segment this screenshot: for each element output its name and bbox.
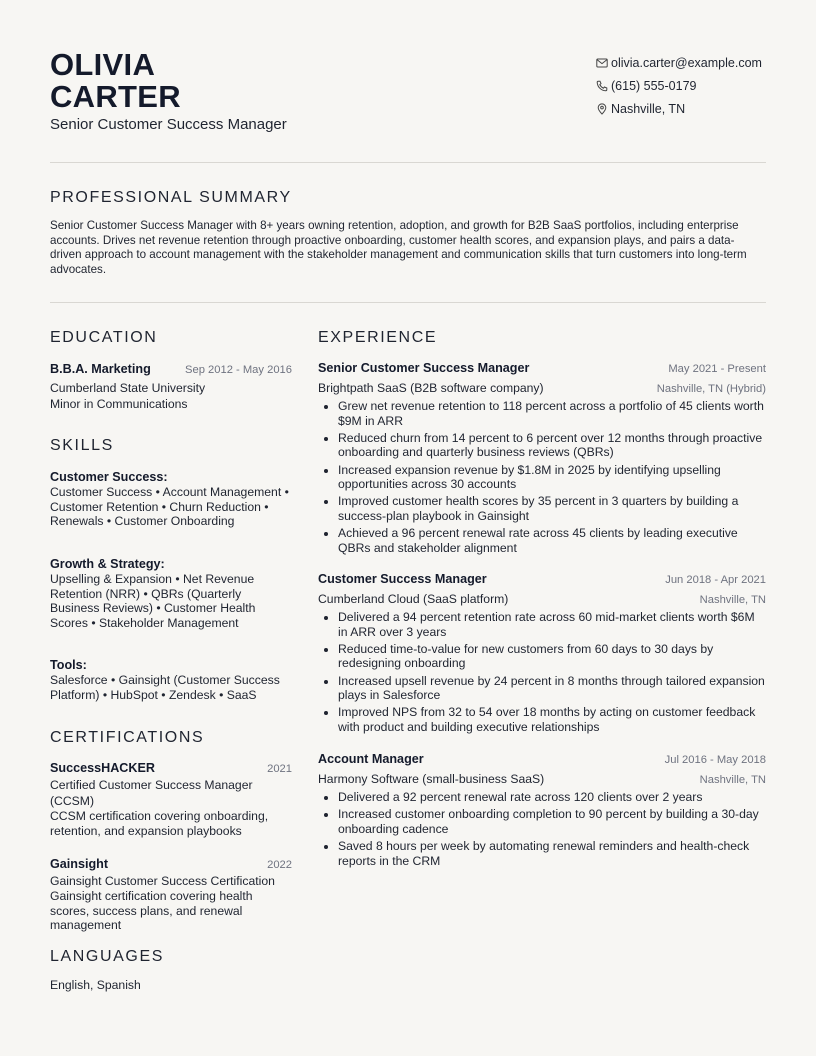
skill-items: Upselling & Expansion • Net Revenue Retention (NRR) • QBRs (Quarterly Business Reviews) • Customer Health Scores • Stakeholder Management: [50, 572, 256, 630]
list-item: Saved 8 hours per week by automating renewal reminders and health-check reports in the CRM: [318, 839, 766, 868]
certifications-heading: CERTIFICATIONS: [50, 729, 205, 746]
list-item: Grew net revenue retention to 118 percent across a portfolio of 45 clients worth $9M in ARR: [318, 399, 766, 428]
certification-entry: [50, 761, 292, 838]
phone-icon: [596, 80, 608, 92]
job-location: Nashville, TN (Hybrid): [656, 383, 766, 395]
job-bullets: [318, 790, 766, 871]
skills-heading: SKILLS: [50, 437, 114, 454]
list-item: Increased expansion revenue by $1.8M in 2025 by identifying upselling opportunities across 30 accounts: [318, 463, 766, 492]
contact-block: [596, 51, 766, 120]
job-company-row: [318, 771, 766, 787]
contact-email[interactable]: [596, 51, 766, 74]
first-name: OLIVIA: [50, 47, 156, 82]
certification-entry: [50, 857, 292, 933]
list-item: Reduced time-to-value for new customers from 60 days to 30 days by redesigning onboarding: [318, 642, 766, 671]
list-item: Improved NPS from 32 to 54 over 18 months by acting on customer feedback with product and building executive relationships: [318, 705, 766, 734]
job-company: Cumberland Cloud (SaaS platform): [318, 592, 509, 606]
job-dates: Jun 2018 - Apr 2021: [665, 574, 766, 586]
last-name: CARTER: [50, 79, 181, 114]
job-bullets: [318, 399, 766, 558]
cert-description: CCSM certification covering onboarding, retention, and expansion playbooks: [50, 809, 269, 838]
skill-group: [50, 556, 292, 630]
cert-issuer: SuccessHACKER: [50, 761, 155, 775]
skill-items: Customer Success • Account Management • Customer Retention • Churn Reduction • Renewals • Customer Onboarding: [50, 485, 289, 529]
list-item: Improved customer health scores by 35 percent in 3 quarters by building a success-plan playbook in Gainsight: [318, 494, 766, 523]
divider: [50, 162, 766, 163]
job-dates: May 2021 - Present: [668, 363, 766, 375]
skill-items: Salesforce • Gainsight (Customer Success Platform) • HubSpot • Zendesk • SaaS: [50, 673, 280, 702]
job-company: Brightpath SaaS (B2B software company): [318, 381, 544, 395]
job-company-row: [318, 591, 766, 607]
location-pin-icon: [596, 103, 608, 115]
candidate-title: Senior Customer Success Manager: [50, 116, 287, 133]
cert-name: Certified Customer Success Manager (CCSM): [50, 778, 253, 808]
job-company: Harmony Software (small-business SaaS): [318, 772, 545, 786]
job-title: Senior Customer Success Manager: [318, 361, 530, 375]
list-item: Delivered a 94 percent retention rate across 60 mid-market clients worth $6M in ARR over 3 years: [318, 610, 766, 639]
languages-heading: LANGUAGES: [50, 948, 164, 965]
cert-year: 2022: [267, 859, 292, 871]
list-item: Delivered a 92 percent renewal rate across 120 clients over 2 years: [318, 790, 766, 805]
cert-name: Gainsight Customer Success Certification: [50, 874, 275, 888]
location-text: Nashville, TN: [611, 101, 686, 116]
summary-text: Senior Customer Success Manager with 8+ years owning retention, adoption, and growth for B2B SaaS portfolios, including enterprise accounts. Drives net revenue retention through proactive onboarding, customer health scores, and expansion plays, and pairs a data-driven approach to account management with the stakeholder management and communication skills that turn customers into long-term advocates.: [50, 219, 747, 276]
job-company-row: [318, 380, 766, 396]
job-header: [318, 361, 766, 375]
school: Cumberland State University: [50, 381, 206, 395]
resume-page: [50, 0, 766, 1056]
list-item: Reduced churn from 14 percent to 6 percent over 12 months through proactive onboarding and quarterly business reviews (QBRs): [318, 431, 766, 460]
job-title: Account Manager: [318, 752, 424, 766]
job-dates: Jul 2016 - May 2018: [664, 754, 766, 766]
summary-heading: PROFESSIONAL SUMMARY: [50, 189, 292, 206]
job-header: [318, 572, 766, 586]
contact-phone[interactable]: [596, 74, 766, 97]
skill-category: Tools:: [50, 658, 87, 672]
phone-text: (615) 555-0179: [611, 78, 697, 93]
divider: [50, 302, 766, 303]
skill-category: Customer Success:: [50, 470, 168, 484]
cert-description: Gainsight certification covering health scores, success plans, and renewal management: [50, 889, 253, 933]
education-entry: [50, 362, 292, 376]
minor: Minor in Communications: [50, 397, 188, 411]
experience-heading: EXPERIENCE: [318, 329, 438, 346]
skill-group: [50, 469, 292, 529]
skill-category: Growth & Strategy:: [50, 557, 165, 571]
cert-issuer: Gainsight: [50, 857, 109, 871]
candidate-name: [50, 49, 181, 113]
job-title: Customer Success Manager: [318, 572, 487, 586]
job-location: Nashville, TN: [699, 594, 766, 606]
list-item: Increased upsell revenue by 24 percent in 8 months through tailored expansion plays in Salesforce: [318, 674, 766, 703]
languages-text: English, Spanish: [50, 978, 141, 992]
job-header: [318, 752, 766, 766]
mail-icon: [596, 57, 608, 69]
email-text: olivia.carter@example.com: [611, 55, 762, 70]
contact-location: [596, 97, 766, 120]
degree: B.B.A. Marketing: [50, 362, 151, 376]
list-item: Increased customer onboarding completion to 90 percent by building a 30-day onboarding cadence: [318, 807, 766, 836]
job-location: Nashville, TN: [699, 774, 766, 786]
cert-year: 2021: [267, 763, 292, 775]
education-heading: EDUCATION: [50, 329, 158, 346]
education-dates: Sep 2012 - May 2016: [185, 364, 292, 376]
skill-group: [50, 657, 292, 702]
job-bullets: [318, 610, 766, 737]
list-item: Achieved a 96 percent renewal rate across 45 clients by leading executive QBRs and stakeholder alignment: [318, 526, 766, 555]
